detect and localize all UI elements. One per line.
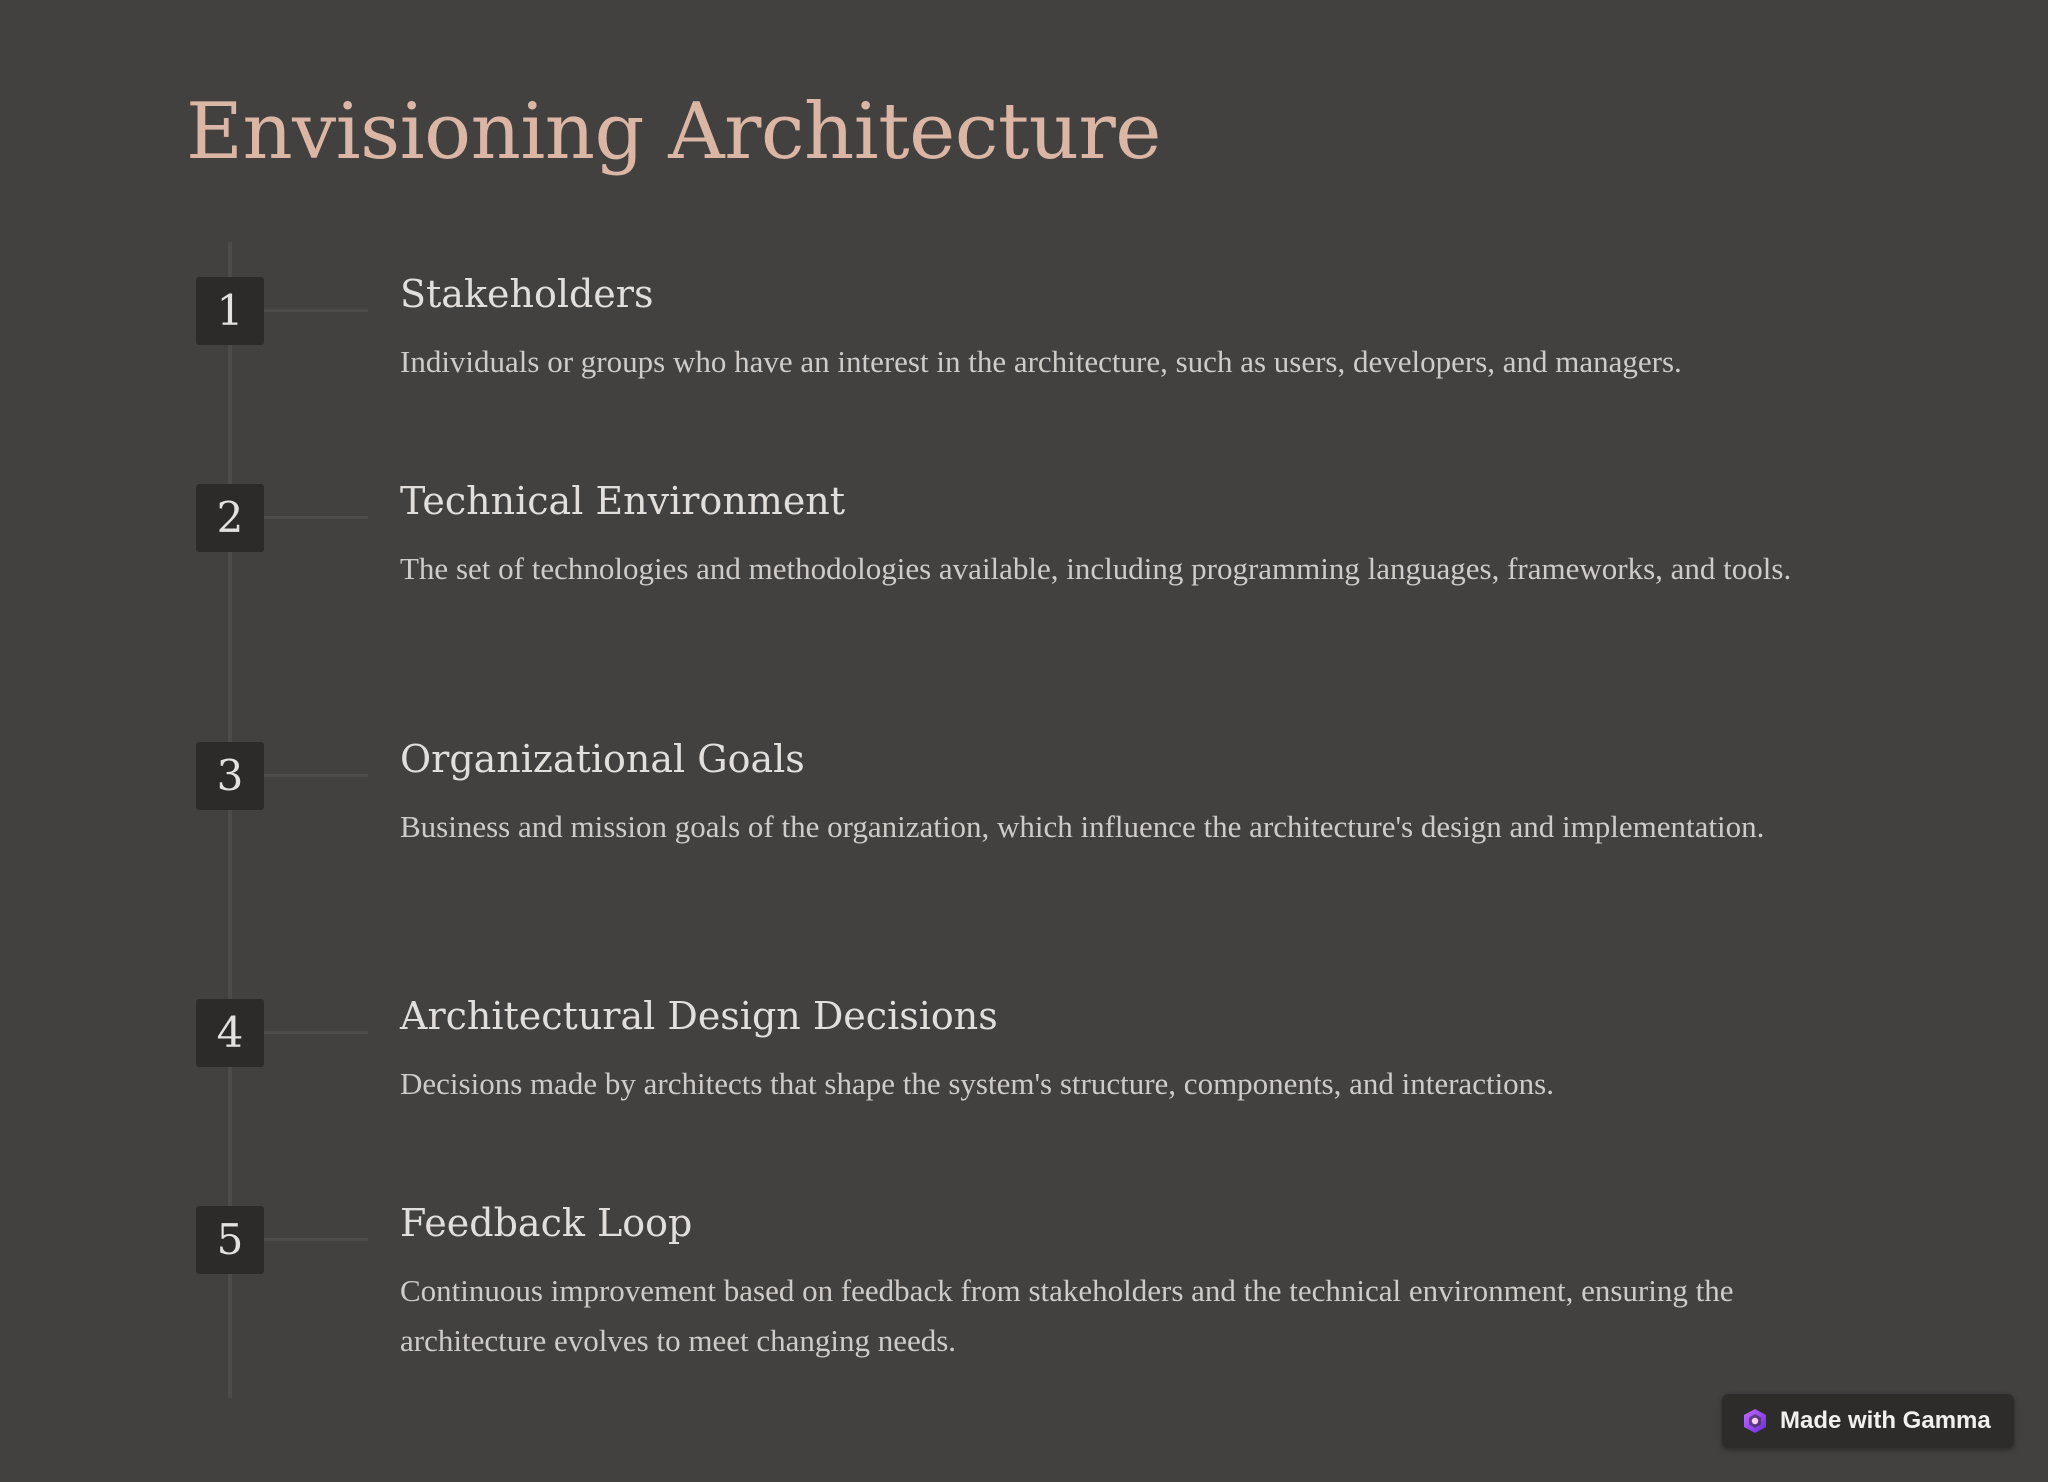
step-number-badge: 3 <box>196 742 264 810</box>
made-with-gamma-badge[interactable] <box>1722 1394 2014 1448</box>
step-number-badge: 5 <box>196 1206 264 1274</box>
step-heading: Stakeholders <box>400 272 654 316</box>
step-connector-line <box>264 516 368 519</box>
step-connector-line <box>264 1031 368 1034</box>
step-description: Continuous improvement based on feedback from stakeholders and the technical environment, ensuring the architecture evolves to meet changing needs. <box>400 1273 1734 1358</box>
step-number-badge: 2 <box>196 484 264 552</box>
step-number-badge: 1 <box>196 277 264 345</box>
step-heading: Technical Environment <box>400 479 846 523</box>
page-title: Envisioning Architecture <box>186 87 1161 177</box>
step-heading: Organizational Goals <box>400 737 805 781</box>
step-connector-line <box>264 309 368 312</box>
step-connector-line <box>264 774 368 777</box>
step-heading: Architectural Design Decisions <box>400 994 998 1038</box>
badge-label: Made with Gamma <box>1780 1407 1991 1434</box>
step-heading: Feedback Loop <box>400 1201 693 1245</box>
step-connector-line <box>264 1238 368 1241</box>
step-number-badge: 4 <box>196 999 264 1067</box>
step-description: Decisions made by architects that shape the system's structure, components, and interactions. <box>400 1066 1554 1101</box>
gamma-logo-icon <box>1742 1408 1768 1434</box>
step-description: The set of technologies and methodologies available, including programming languages, frameworks, and tools. <box>400 551 1792 586</box>
step-description: Individuals or groups who have an interest in the architecture, such as users, developers, and managers. <box>400 344 1682 379</box>
step-description: Business and mission goals of the organization, which influence the architecture's design and implementation. <box>400 809 1765 844</box>
